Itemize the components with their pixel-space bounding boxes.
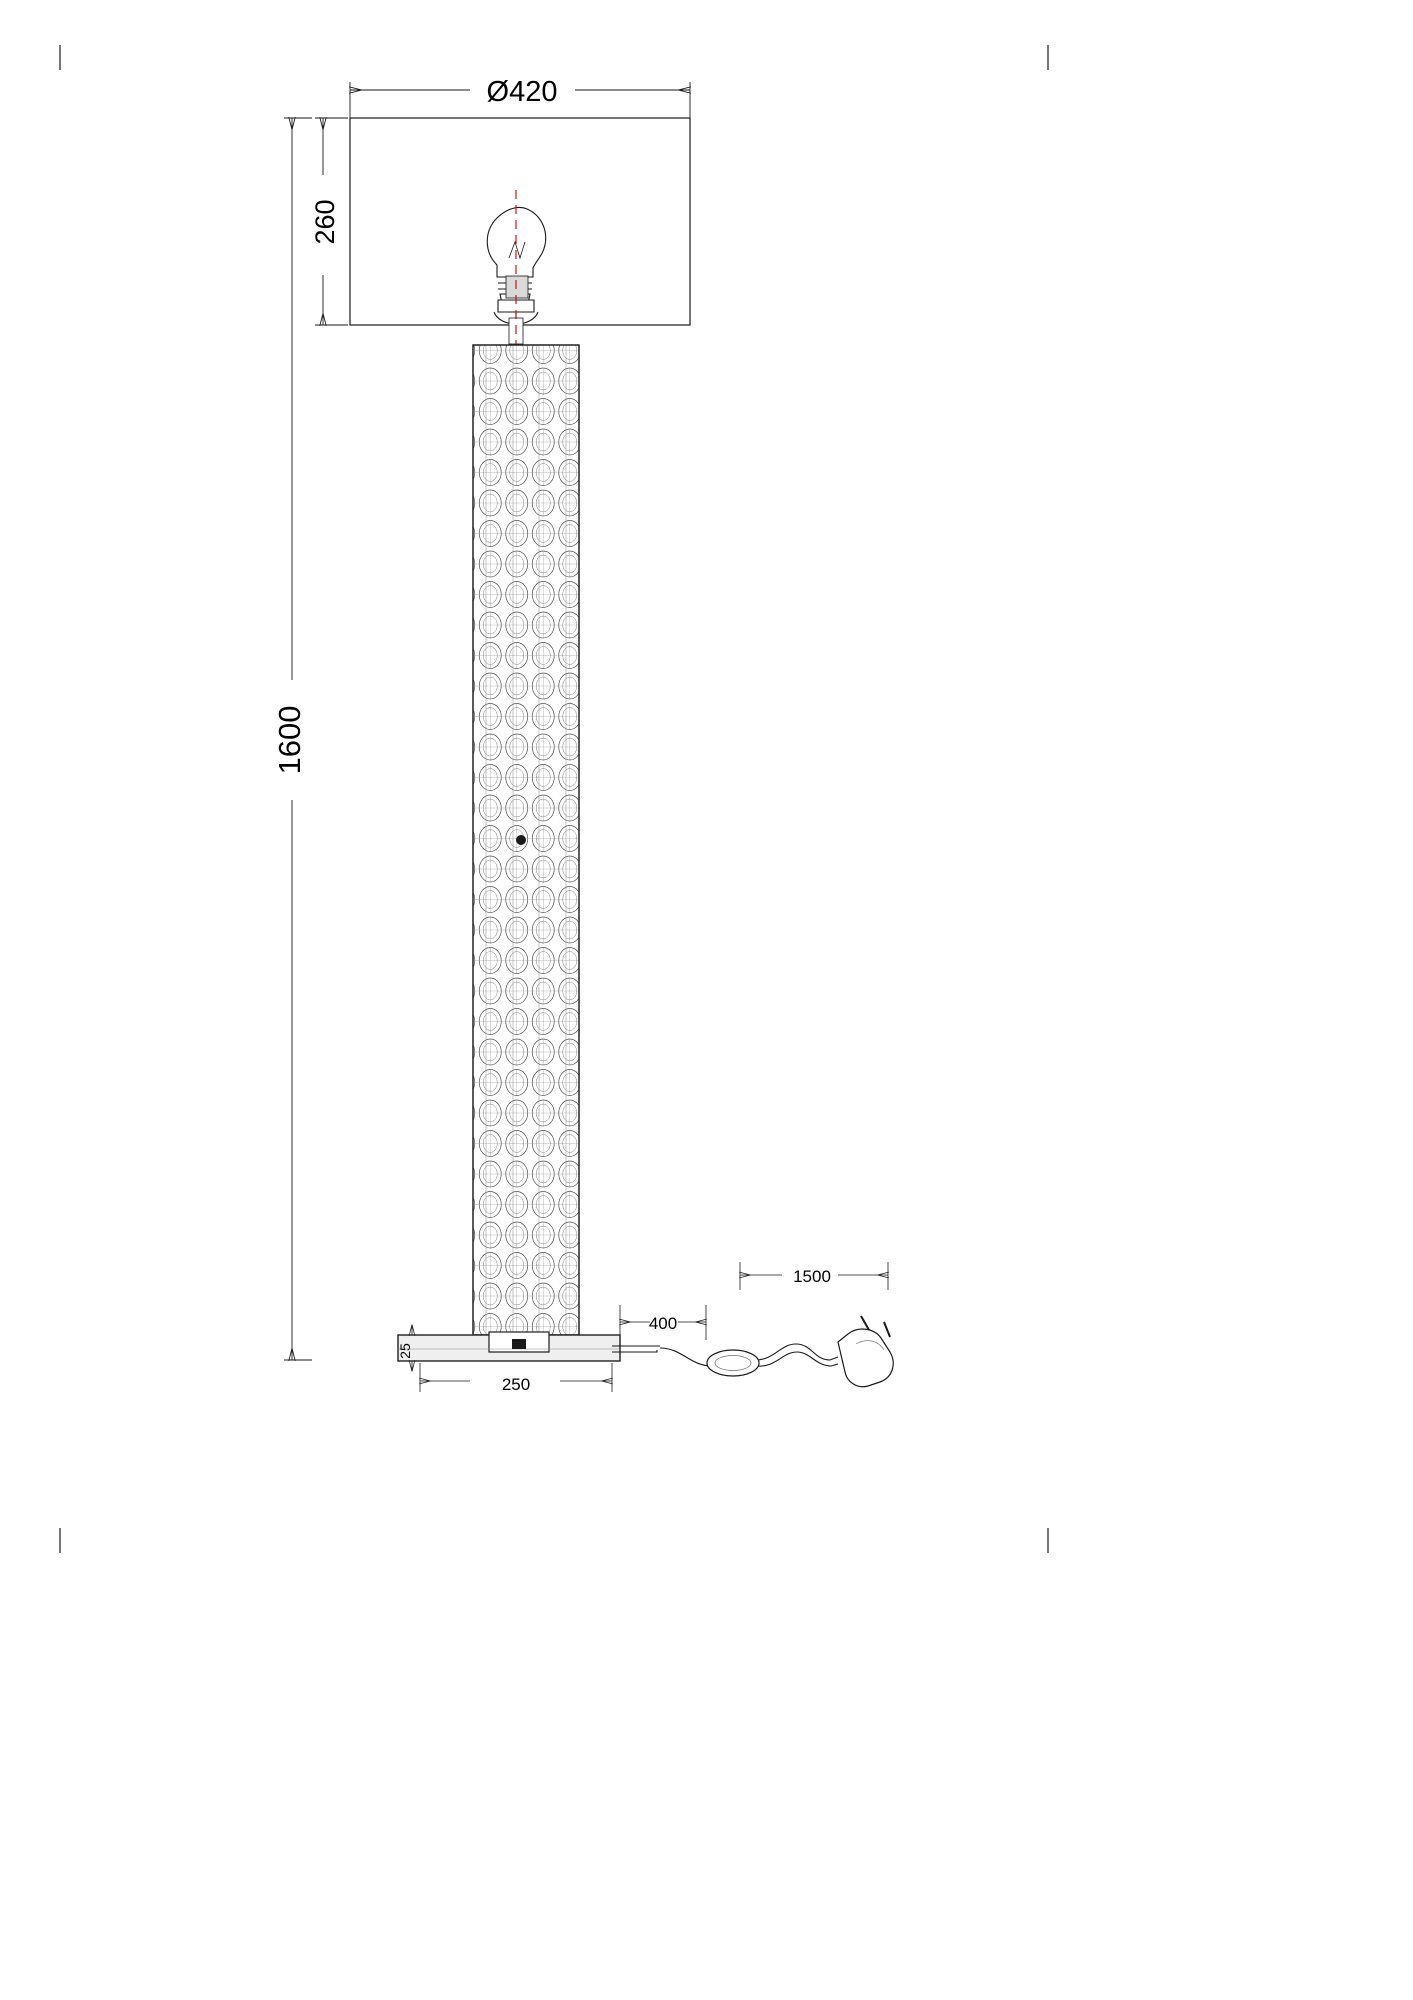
dim-total-height-label: 1600 — [272, 705, 307, 775]
dim-shade-height-label: 260 — [310, 199, 340, 245]
power-plug — [838, 1316, 893, 1387]
base-plate — [398, 1332, 620, 1361]
dim-switch-distance-label: 400 — [648, 1314, 678, 1333]
dim-base-thickness-label: 25 — [397, 1343, 413, 1359]
crystal-column — [473, 345, 579, 1335]
inline-switch — [707, 1350, 759, 1376]
dim-cord-length-label: 1500 — [793, 1267, 831, 1286]
dim-shade-diameter-label: Ø420 — [486, 76, 558, 108]
dim-base-width-label: 250 — [501, 1375, 531, 1394]
